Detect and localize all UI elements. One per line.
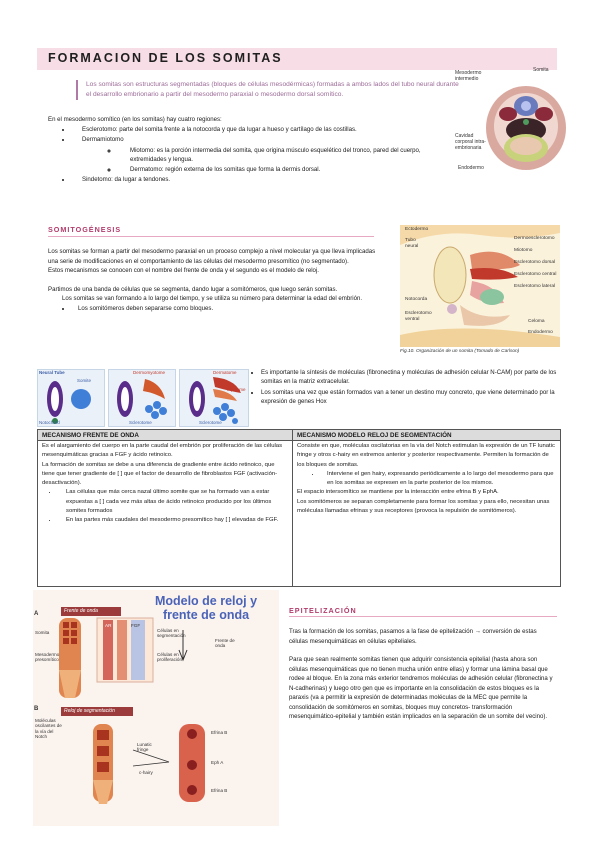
table-header-right: MECANISMO MODELO RELOJ DE SEGMENTACIÓN: [293, 430, 560, 441]
epitelizacion-p1: Tras la formación de los somitas, pasamos a la fase de epitelización → conversión de estas células mesenquimáticas en células epiteliales.: [289, 628, 537, 645]
region-item-label: Dermamiotomo: [82, 136, 124, 143]
regions-block: [48, 115, 448, 185]
fig3-label-notochord: Notochord: [39, 420, 60, 425]
panel-letter-b: B: [34, 706, 39, 712]
clock-wavefront-figure: [33, 590, 279, 826]
section-underline: [48, 236, 374, 237]
label-mesodermo-intermedio: Mesodermo intermedio: [455, 70, 482, 82]
side-bullets: [253, 368, 559, 406]
model-label-frente-onda: Frente de onda: [215, 638, 235, 649]
table-divider: [292, 430, 293, 586]
right-bullet-1: • Interviene el gen hairy, expresando periódicamente a lo largo del mesodermo para que en los somitas se expresen en la parte posterior de los mismos.: [321, 470, 556, 489]
embryo-cross-section-figure: [452, 66, 572, 174]
model-label-lunatic-fringe: Lunatic fringe: [137, 742, 152, 753]
model-label-eph-a: Eph A: [211, 760, 224, 765]
fig2-label-celoma: Celoma: [528, 319, 545, 324]
epitelizacion-text: [289, 627, 557, 722]
fig3-label-dermatome: Dermatome: [213, 370, 237, 375]
fig3-label-myotome: Myotome: [227, 387, 246, 392]
fig2-label-esclerotomo-ventral: Esclerotomo ventral: [405, 311, 432, 322]
section-heading-somitogenesis: SOMITOGÉNESIS: [48, 225, 122, 234]
fig3-label-sclerotome: Sclerotome: [129, 420, 152, 425]
section-underline: [289, 616, 557, 617]
fig2-label-esclerotomo-lateral: Esclerotomo lateral: [514, 284, 556, 289]
panel-b-title: Reloj de segmentación: [61, 707, 133, 716]
table-cell-left: [42, 442, 288, 526]
somitogenesis-p1: Los somitas se forman a partir del mesodermo paraxial en un proceso complejo a nivel molecular ya que lleva implicadas una serie de modificaciones en el comportamiento de las células del mesodermo presomítico (no segmentado).: [48, 248, 376, 265]
region-item-esclerotomo: • Esclerotomo: parte del somita frente a la notocorda y que da lugar a hueso y cartílago de las costillas.: [72, 125, 448, 135]
model-label-efrina-b-2: Efrina B: [211, 788, 228, 793]
right-p3: Los somitómeros se separan completamente para formar los somitas y para ello, necesitan unas moléculas llamadas efrinas y sus receptores (provoca la repulsión de somitómeros).: [297, 498, 550, 515]
fig3-label-somite: Somite: [77, 378, 92, 383]
model-label-efrina-b-1: Efrina B: [211, 730, 228, 735]
regions-lead: En el mesodermo somítico (en los somitas) hay cuatro regiones:: [48, 116, 222, 123]
label-cavidad-corporal: Cavidad corporal intra-embrionaria: [455, 133, 486, 151]
fig2-caption: Fig.10. Organización de un somita (Tomado de Carlson): [400, 349, 520, 354]
panel-letter-a: A: [34, 611, 39, 617]
panel-a-title: Frente de onda: [61, 607, 121, 616]
region-item-sindetomo: • Sindetomo: da lugar a tendones.: [72, 175, 448, 185]
subregion-dermatomo: ◦ Dermatomo: región externa de los somitas que forma la dermis dorsal.: [118, 165, 448, 175]
model-label-moleculas-notch: Moléculas oscilantes de la vía del Notch: [35, 718, 62, 740]
fig2-label-esclerotomo-central: Esclerotomo central: [514, 272, 557, 277]
model-label-mesodermo-presomitico: Mesodermo presomítico: [35, 652, 60, 663]
fig2-label-miotomo: Miotomo: [514, 248, 533, 253]
table-cell-right: [297, 442, 556, 516]
fig2-label-dermoesclerotomo: Dermoesclerotomo: [514, 236, 555, 241]
left-bullet-2: • En las partes más caudales del mesodermo presomítico hay [ ] elevadas de FGF.: [58, 516, 288, 525]
section-heading-epitelizacion: EPITELIZACIÓN: [289, 606, 357, 615]
somite-stages-figure: [37, 369, 249, 427]
right-p2: El espacio intersomítico se mantiene por la interacción entre efrina B y EphA.: [297, 489, 499, 496]
region-item-dermamiotomo: [72, 135, 448, 174]
fig2-label-notocorda: Notocorda: [405, 297, 428, 302]
fig3-label-neural-tube: Neural Tube: [39, 370, 65, 375]
label-somita: Somita: [533, 67, 549, 73]
somitogenesis-bullet: • Los somitómeros deben separarse como bloques.: [72, 304, 384, 314]
left-p2: La formación de somitas se debe a una diferencia de gradiente entre ácido retinoico, que tiene que tener gradiente de [ ] que el factor de desarrollo de fibroblastos FGF (activación-desactivación).: [42, 461, 278, 487]
model-grad-ar: AR: [105, 623, 112, 628]
somitogenesis-p4: Los somitas se van formando a lo largo del tiempo, y se utiliza su número para determinar la edad del embrión.: [62, 295, 363, 302]
model-label-celulas-proliferacion: Células en proliferación: [157, 652, 183, 663]
somitogenesis-p2: Estos mecanismos se conocen con el nombre del frente de onda y el segundo es el modelo de reloj.: [48, 267, 319, 274]
fig2-label-esclerotomo-dorsal: Esclerotomo dorsal: [514, 260, 556, 265]
side-bullet-2: • Los somitas una vez que están formados van a tener un destino muy concreto, que viene determinado por la expresión de genes Hox: [261, 388, 559, 406]
side-bullet-1: • Es importante la síntesis de moléculas (fibronectina y moléculas de adhesión celular N-CAM) por parte de los somitas en la matriz extracelular.: [261, 368, 559, 386]
fig3-label-dermomyotome: Dermomyotome: [133, 370, 166, 375]
model-label-c-hairy: c-hairy: [139, 770, 153, 775]
mechanisms-table: [37, 429, 561, 587]
model-label-somita: Somita: [35, 630, 50, 635]
fig2-label-endodermo: Endodermo: [528, 330, 553, 335]
page-title: FORMACION DE LOS SOMITAS: [48, 51, 283, 65]
fig2-label-ectodermo: Ectodermo: [405, 227, 429, 232]
model-grad-fgf: FGF: [131, 623, 141, 628]
epitelizacion-p2: Para que sean realmente somitas tienen que adquirir consistencia epitelial (hasta ahora son células mesenquimáticas que no tienen mucha unión entre ellas) y formar una lámina basal que rodee al bloque. En la zona más exterior tendremos moléculas de adhesión celular (fibronectina y N-cadherinas) y luego otro gen que es importante en la consolidación de estos bloques es la paraxis (va a permitir la expresión de determinadas moléculas de la MEC que permite la consolidación de somitómeros en somitas, bloques muy concretos- transformación mesenquimático-epitelial y también están implicados en la separación de un somite del vecino).: [289, 656, 553, 720]
model-label-celulas-segmentacion: Células en segmentación: [157, 628, 186, 639]
model-figure-title: Modelo de reloj y frente de onda: [154, 594, 258, 622]
subregion-miotomo: ◦ Miotomo: es la porción intermedia del somita, que origina músculo esquelético del tronco, pared del cuerpo, extremidades y lengua.: [118, 146, 448, 165]
fig3-label-sclerotome-2: Sclerotome: [199, 420, 222, 425]
left-bullet-1: • Las células que más cerca nazal último somite que se ha formado van a estar expuestas a [ ] cada vez más altas de ácido retinoico producido por los últimos somites formados: [58, 488, 288, 516]
table-header-left: MECANISMO FRENTE DE ONDA: [38, 430, 292, 441]
left-p1: Es el alargamiento del cuerpo en la parte caudal del embrión por proliferación de las células mesenquimáticas gracias a FGF y ácido retinoico.: [42, 443, 283, 459]
somitogenesis-p3: Partimos de una banda de células que se segmenta, dando lugar a somitómeros, que luego serán somitas.: [48, 285, 338, 293]
somitogenesis-text: [48, 247, 384, 313]
fig2-label-tubo-neural: Tubo neural: [405, 238, 419, 249]
right-p1: Consiste en que, moléculas oscilatorias en la vía del Notch estimulan la expresión de un TF lunatic fringe y otros c-hairy en extremos anterior y posterior respectivamente. Permiten la formación de los bloques de somitas.: [297, 443, 555, 468]
intro-paragraph: Los somitas son estructuras segmentadas (bloques de células mesodérmicas) formadas a ambos lados del tubo neural durante el desarrollo embrionario a partir del mesodermo paraxial o mesodermo dorsal somítico.: [76, 80, 464, 100]
label-endodermo: Endodermo: [458, 165, 484, 171]
